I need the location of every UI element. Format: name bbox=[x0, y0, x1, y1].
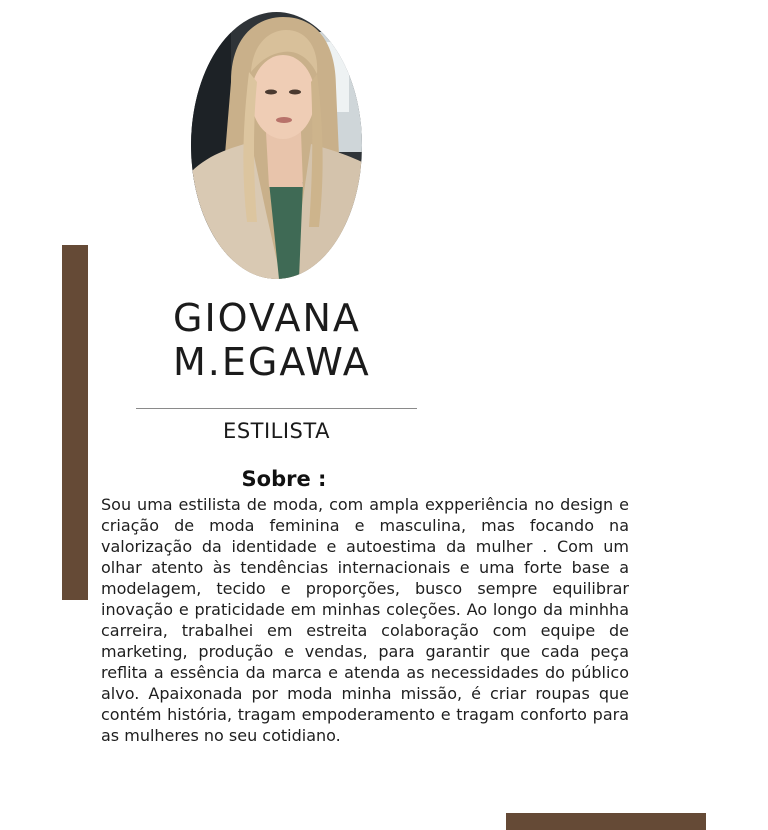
portrait-photo bbox=[191, 12, 362, 279]
about-text: Sou uma estilista de moda, com ampla expperiência no design e criação de moda feminina e masculina, mas focando na valorização da identidade e autoestima da mulher . Com um olhar atento às tendências internacionais e uma forte base a modelagem, tecido e proporções, busco sempre equilibrar inovação e praticidade em minhas coleções. Ao longo da minhha carreira, trabalhei em estreita colaboração com equipe de marketing, produção e vendas, para garantir que cada peça reflita a essência da marca e atenda as necessidades do público alvo. Apaixonada por moda minha missão, é criar roupas que contém história, tragam empoderamento e tragam conforto para as mulheres no seu cotidiano. bbox=[101, 495, 629, 745]
profile-role: ESTILISTA bbox=[223, 419, 330, 443]
decorative-bottom-bar bbox=[506, 813, 706, 830]
decorative-left-bar bbox=[62, 245, 88, 600]
profile-name-line1: GIOVANA bbox=[173, 296, 361, 340]
profile-name-line2: M.EGAWA bbox=[173, 340, 371, 384]
name-divider bbox=[136, 408, 417, 409]
about-title: Sobre : bbox=[241, 467, 327, 491]
profile-name bbox=[173, 296, 371, 384]
